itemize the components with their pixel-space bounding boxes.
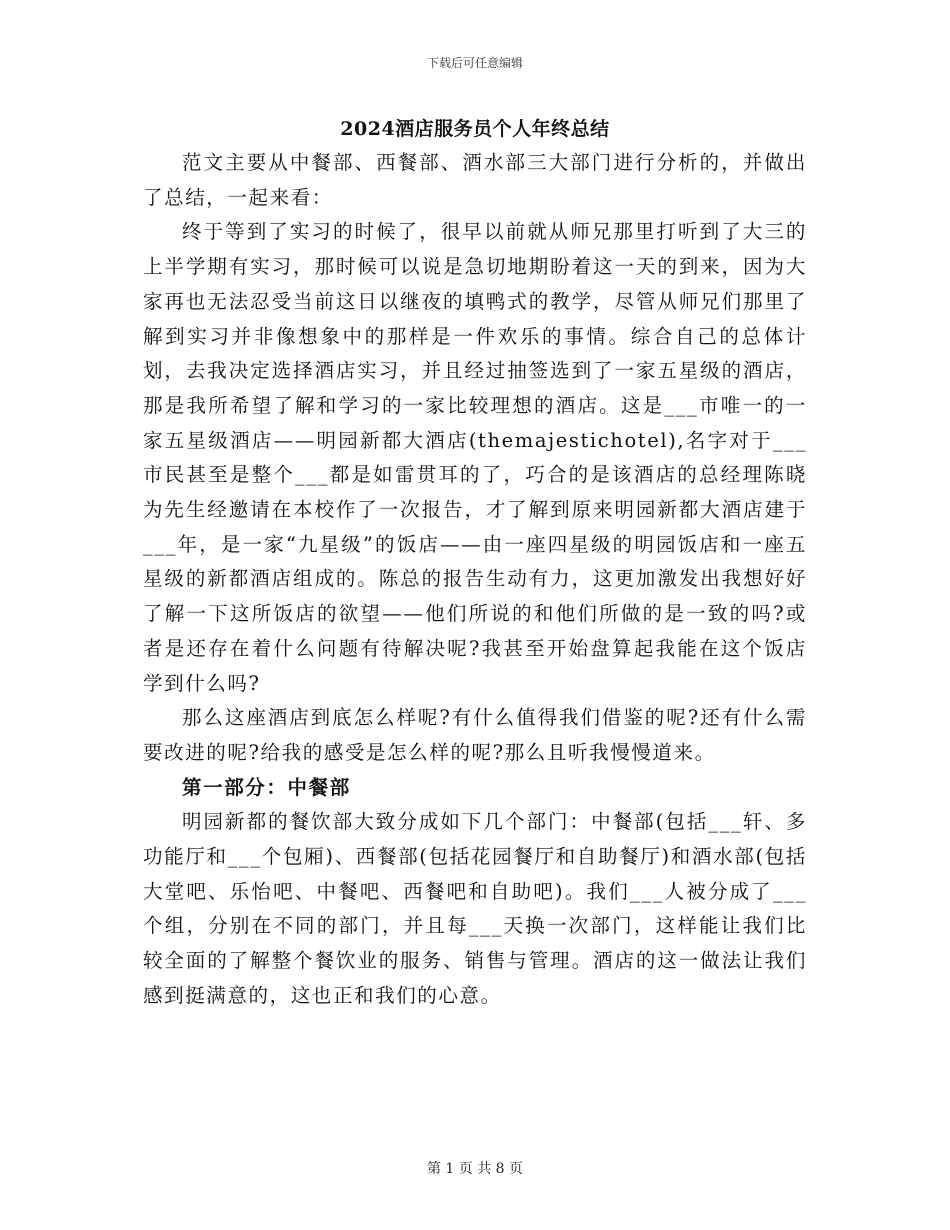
header-note: 下载后可任意编辑: [426, 56, 523, 70]
section-heading-chinese-dining: 第一部分：中餐部: [182, 775, 351, 799]
paragraph-questions: 那么这座酒店到底怎么样呢?有什么值得我们借鉴的呢?还有什么需要改进的呢?给我的感受是怎么样的呢?那么且听我慢慢道来。: [143, 706, 807, 764]
document-title: 2024酒店服务员个人年终总结: [340, 118, 610, 140]
paragraph-internship: 终于等到了实习的时候了，很早以前就从师兄那里打听到了大三的上半学期有实习，那时候可以说是急切地期盼着这一天的到来，因为大家再也无法忍受当前这日以继夜的填鸭式的教学，尽管从师兄们那里了解到实习并非像想象中的那样是一件欢乐的事情。综合自己的总体计划，去我决定选择酒店实习，并且经过抽签选到了一家五星级的酒店，那是我所希望了解和学习的一家比较理想的酒店。这是___市唯一的一家五星级酒店——明园新都大酒店(themajestichotel),名字对于___市民甚至是整个___都是如雷贯耳的了，巧合的是该酒店的总经理陈晓为先生经邀请在本校作了一次报告，才了解到原来明园新都大酒店建于___年，是一家“九星级”的饭店——由一座四星级的明园饭店和一座五星级的新都酒店组成的。陈总的报告生动有力，这更加激发出我想好好了解一下这所饭店的欲望——他们所说的和他们所做的是一致的吗?或者是还存在着什么问题有待解决呢?我甚至开始盘算起我能在这个饭店学到什么吗?: [143, 220, 807, 695]
paragraph-dining-departments: 明园新都的餐饮部大致分成如下几个部门：中餐部(包括___轩、多功能厅和___个包厢)、西餐部(包括花园餐厅和自助餐厅)和酒水部(包括大堂吧、乐怡吧、中餐吧、西餐吧和自助吧)。我们___人被分成了___个组，分别在不同的部门，并且每___天换一次部门，这样能让我们比较全面的了解整个餐饮业的服务、销售与管理。酒店的这一做法让我们感到挺满意的，这也正和我们的心意。: [143, 810, 807, 1007]
page-number-footer: 第 1 页 共 8 页: [426, 1161, 524, 1177]
paragraph-intro: 范文主要从中餐部、西餐部、酒水部三大部门进行分析的，并做出了总结，一起来看：: [143, 151, 807, 209]
document-body: [143, 146, 807, 1014]
